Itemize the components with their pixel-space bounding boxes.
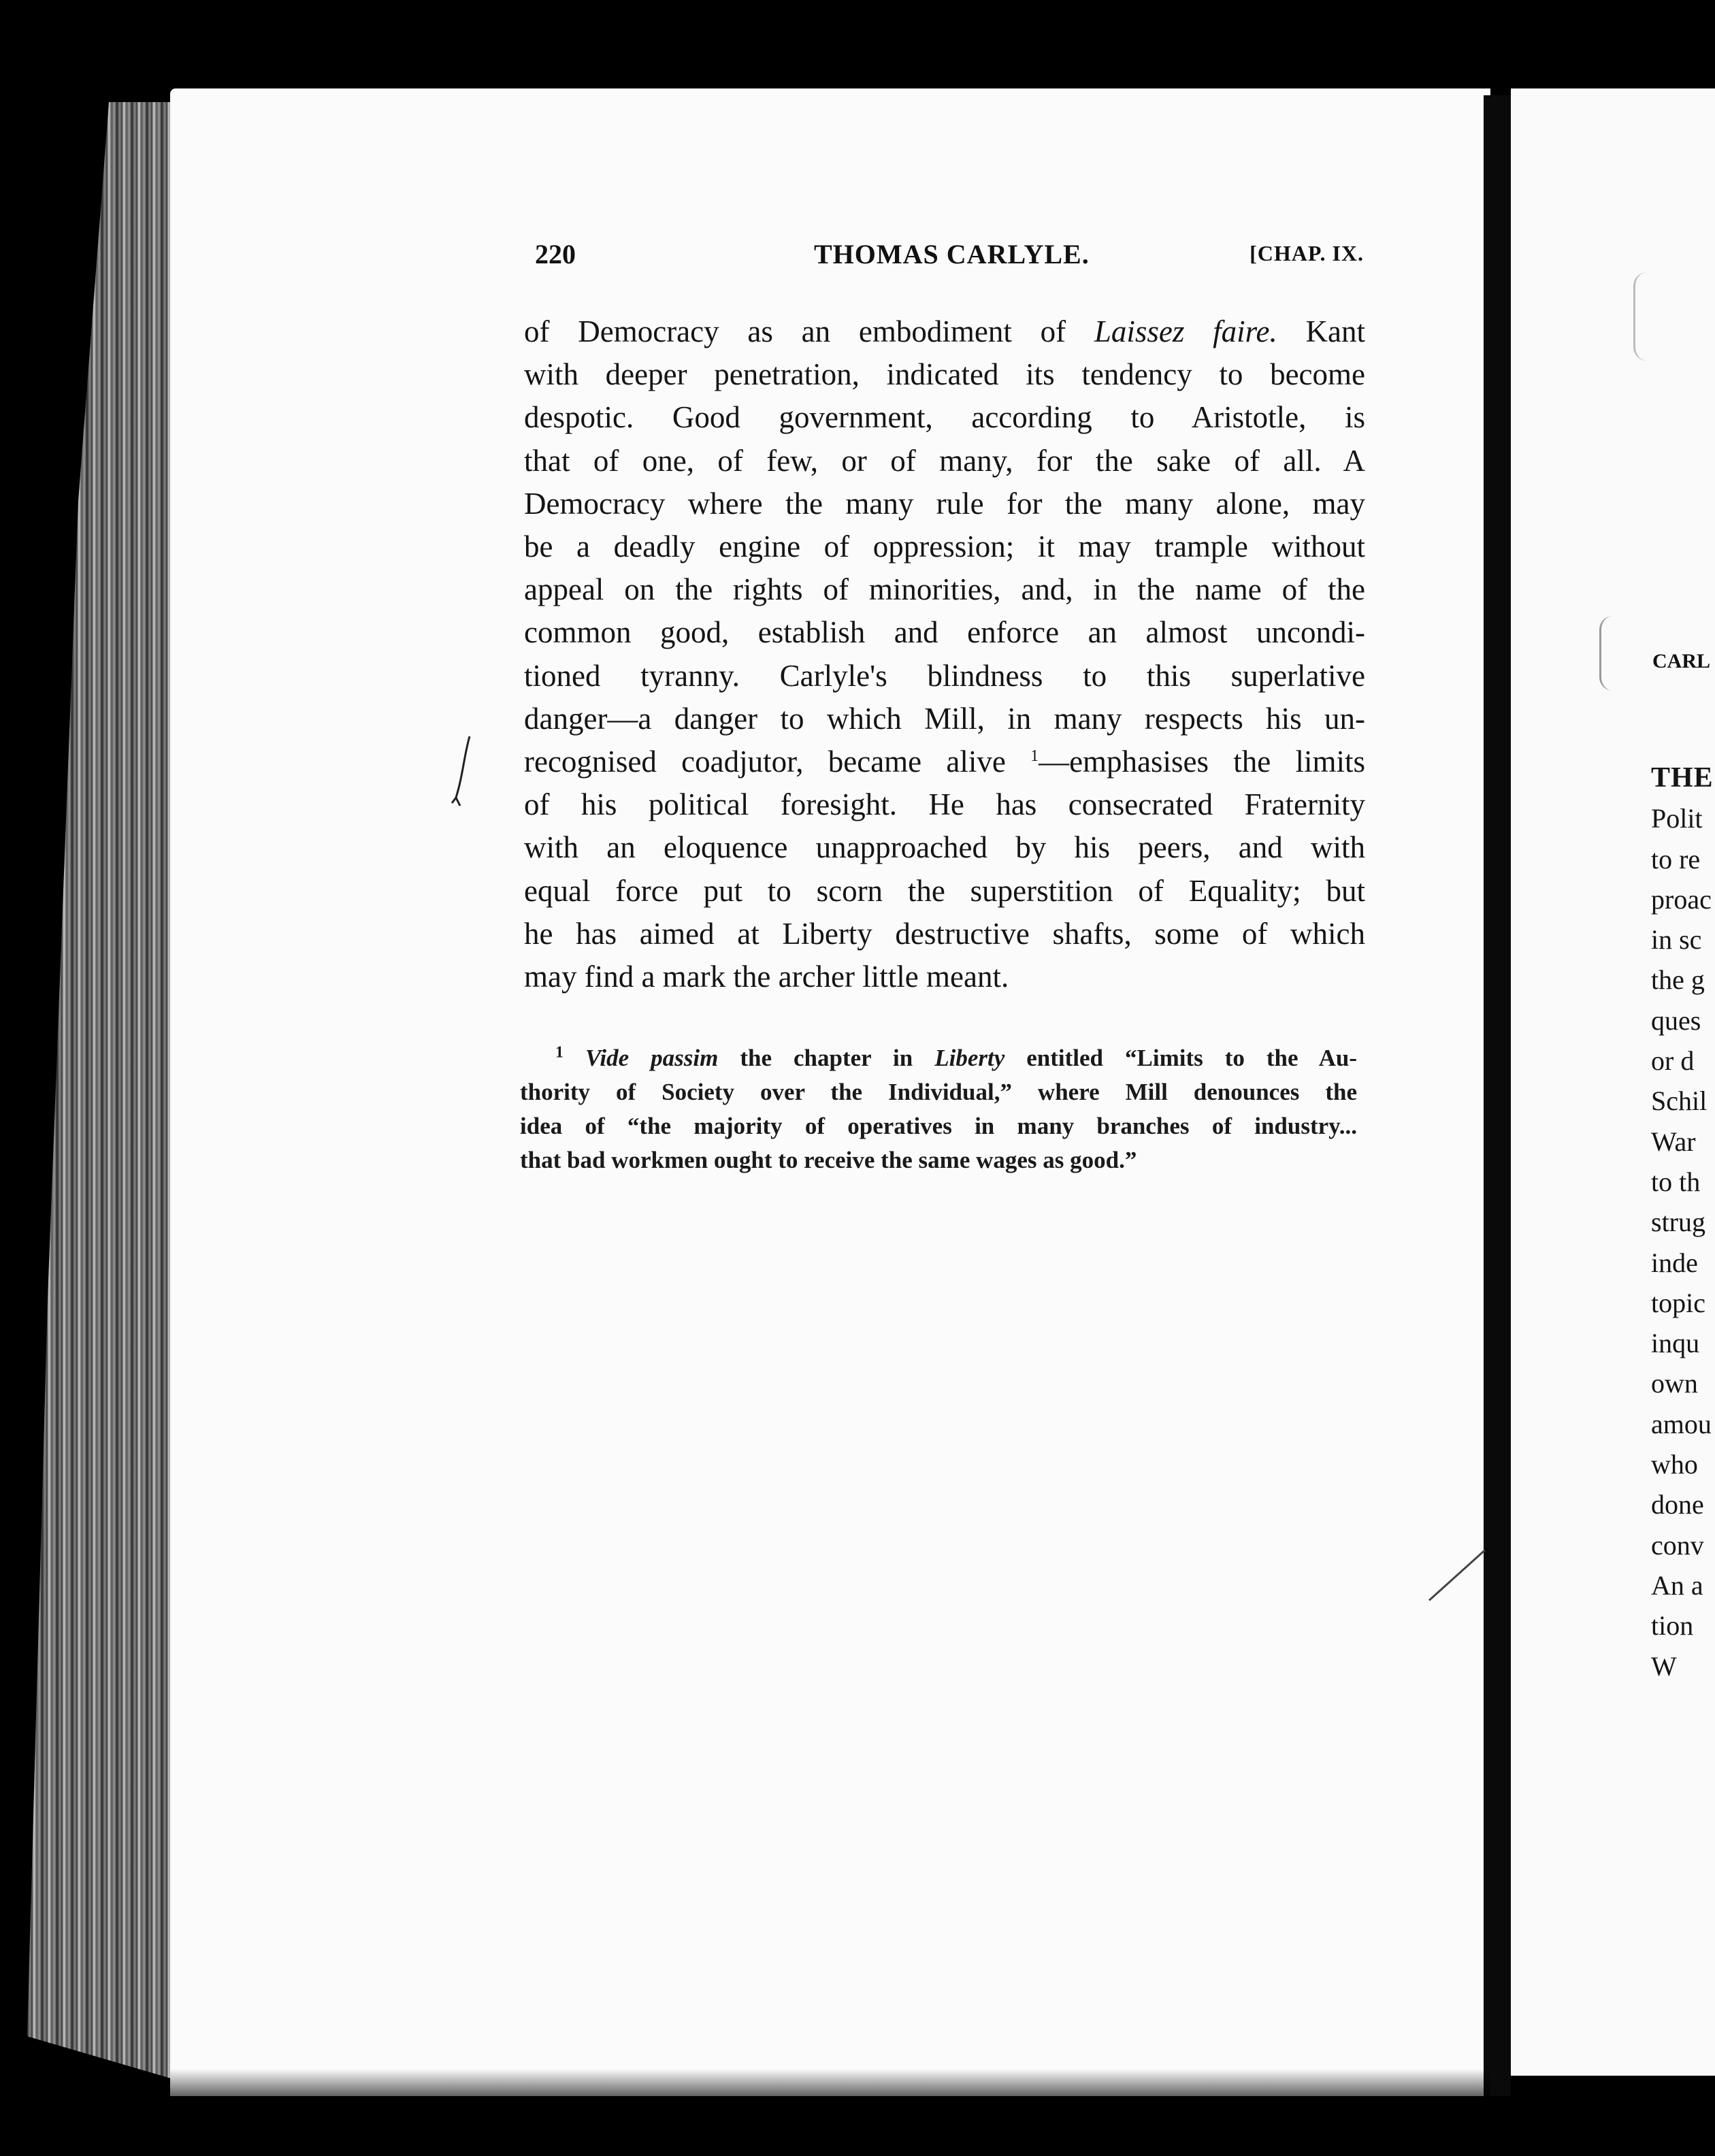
right-line-2: to re xyxy=(1651,843,1701,875)
body-line-9: tioned tyranny. Carlyle's blindness to this superlative xyxy=(524,658,1365,693)
footnote-liberty: Liberty xyxy=(934,1045,1005,1071)
body-line-4: that of one, of few, or of many, for the sake of all. A xyxy=(524,443,1365,478)
right-line-8: Schil xyxy=(1651,1085,1708,1117)
body-line-7: appeal on the rights of minorities, and, in the name of the xyxy=(524,572,1365,607)
body-line-1: of Democracy as an embodiment of Laissez faire. Kant xyxy=(524,314,1366,348)
footnote-line-2: thority of Society over the Individual,” where Mill denounces the xyxy=(520,1079,1357,1105)
body-line-6: be a deadly engine of oppression; it may trample without xyxy=(524,529,1365,564)
right-line-7: or d xyxy=(1651,1045,1695,1077)
body-line-11 xyxy=(524,740,1365,783)
pencil-margin-mark xyxy=(449,735,476,810)
margin-brace-mark-upper xyxy=(1633,272,1649,361)
body-line-8: common good, establish and enforce an almost uncondi- xyxy=(524,615,1365,650)
italic-laissez-faire: Laissez faire. xyxy=(1094,314,1277,348)
right-line-20: An a xyxy=(1651,1569,1703,1601)
footnote-text-b: entitled “Limits to the Au- xyxy=(1004,1045,1357,1071)
right-line-3: proac xyxy=(1651,883,1712,915)
body-line-3: despotic. Good government, according to Aristotle, is xyxy=(524,400,1365,435)
right-page-column xyxy=(1651,758,1715,1686)
body-line-14: equal force put to scorn the superstition of Equality; but xyxy=(524,873,1365,908)
running-title: THOMAS CARLYLE. xyxy=(814,239,1090,270)
right-line-22: W xyxy=(1651,1650,1677,1682)
right-line-17: who xyxy=(1651,1449,1698,1480)
right-line-11: strug xyxy=(1651,1207,1705,1238)
page-number: 220 xyxy=(535,239,576,270)
footnote xyxy=(520,1041,1357,1177)
body-line-13: with an eloquence unapproached by his peers, and with xyxy=(524,830,1365,865)
running-head xyxy=(535,238,1364,279)
right-line-19: conv xyxy=(1651,1529,1704,1561)
right-line-4: in sc xyxy=(1651,924,1702,956)
right-line-14: inqu xyxy=(1651,1328,1700,1359)
right-line-5: the g xyxy=(1651,964,1705,996)
right-line-18: done xyxy=(1651,1489,1704,1520)
body-line-16: may find a mark the archer little meant. xyxy=(524,960,1009,994)
right-page-heading: CARL xyxy=(1652,650,1711,672)
chapter-label: [CHAP. IX. xyxy=(1250,241,1364,265)
footnote-marker: 1 xyxy=(555,1043,564,1062)
right-line-1: Polit xyxy=(1651,803,1703,834)
page-bottom-shadow xyxy=(170,2069,1490,2096)
right-line-13: topic xyxy=(1651,1287,1705,1318)
footnote-line-1 xyxy=(520,1041,1357,1075)
body-line-10: danger—a danger to which Mill, in many respects his un- xyxy=(524,701,1365,736)
footnote-reference: 1 xyxy=(1030,747,1039,766)
right-line-6: ques xyxy=(1651,1004,1701,1036)
right-line-12: inde xyxy=(1651,1247,1698,1278)
body-line-11b: —emphasises the limits xyxy=(1039,745,1365,779)
body-line-15: he has aimed at Liberty destructive shafts, some of which xyxy=(524,916,1365,951)
body-line-2: with deeper penetration, indicated its tendency to become xyxy=(524,357,1365,392)
footnote-line-3: idea of “the majority of operatives in many branches of industry... xyxy=(520,1113,1357,1139)
footnote-line-4: that bad workmen ought to receive the same wages as good.” xyxy=(520,1147,1137,1173)
right-line-16: amou xyxy=(1651,1408,1712,1439)
right-line-10: to th xyxy=(1651,1166,1701,1197)
body-line-5: Democracy where the many rule for the many alone, may xyxy=(524,486,1365,521)
footnote-text-a: the chapter in xyxy=(718,1045,935,1071)
right-line-15: own xyxy=(1651,1368,1698,1399)
body-paragraph xyxy=(524,310,1365,998)
right-line-0: THE xyxy=(1651,762,1714,794)
book-gutter xyxy=(1484,95,1511,2096)
margin-brace-mark xyxy=(1599,616,1615,691)
body-line-12: of his political foresight. He has consecrated Fraternity xyxy=(524,787,1365,822)
body-line-11a: recognised coadjutor, became alive xyxy=(524,745,1006,779)
right-line-21: tion xyxy=(1651,1610,1694,1642)
footnote-vide-passim: Vide passim xyxy=(585,1045,719,1071)
right-line-9: War xyxy=(1651,1126,1696,1157)
